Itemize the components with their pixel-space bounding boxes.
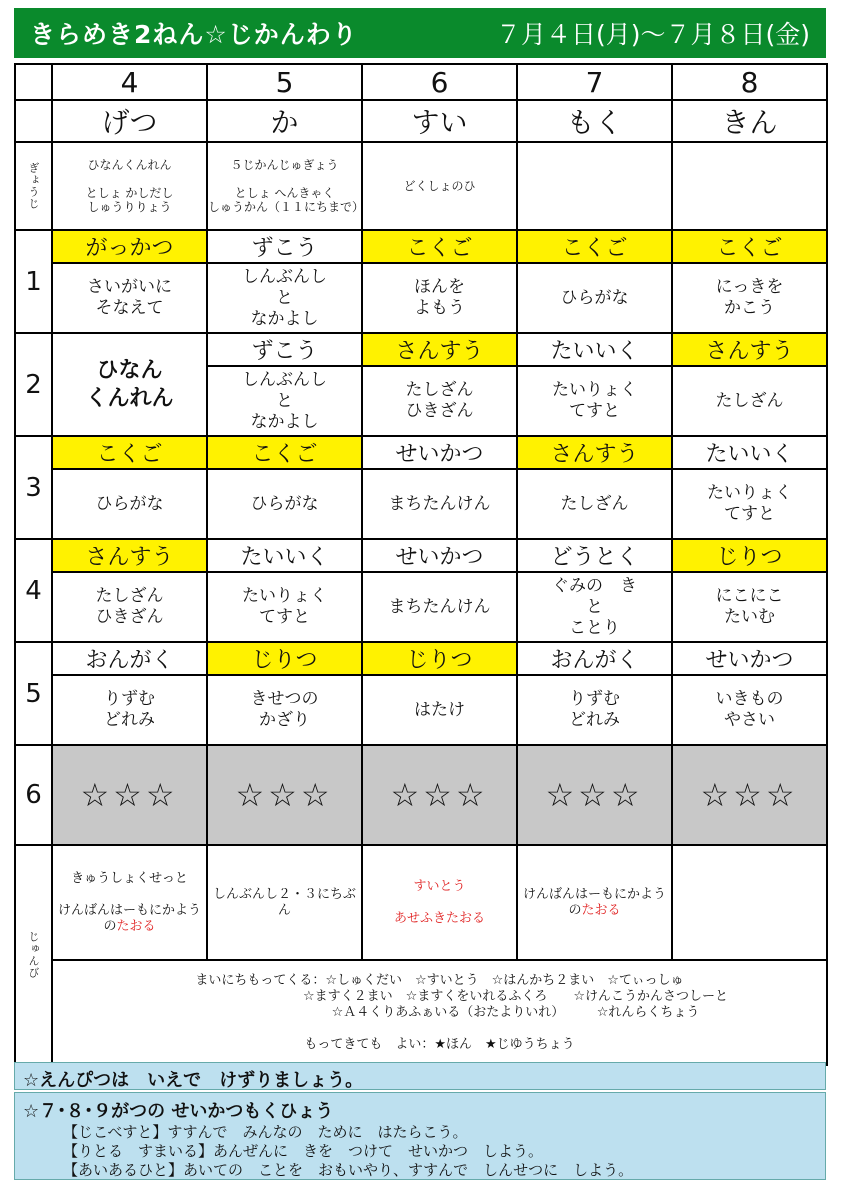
corner-cell bbox=[15, 100, 52, 142]
prep-note bbox=[672, 845, 827, 960]
period-4-subject-row bbox=[15, 539, 827, 572]
content-cell: ひらがな bbox=[517, 263, 672, 333]
period-label: 3 bbox=[15, 436, 52, 539]
note-line bbox=[53, 172, 206, 186]
period-5-content-row bbox=[15, 675, 827, 745]
content-cell: しんぶんし と なかよし bbox=[207, 366, 362, 436]
subject-cell: こくご bbox=[672, 230, 827, 263]
day-name: きん bbox=[672, 100, 827, 142]
period-label: 5 bbox=[15, 642, 52, 745]
page-title: きらめき2ねん☆じかんわり bbox=[30, 20, 358, 49]
content-cell: ひらがな bbox=[52, 469, 207, 539]
timetable bbox=[14, 63, 828, 1066]
star-cell: ☆☆☆ bbox=[362, 745, 517, 845]
period-3-content-row bbox=[15, 469, 827, 539]
subject-cell: こくご bbox=[362, 230, 517, 263]
subject-cell: たいいく bbox=[207, 539, 362, 572]
content-cell: りずむ どれみ bbox=[517, 675, 672, 745]
subject-cell: さんすう bbox=[517, 436, 672, 469]
content-cell: りずむ どれみ bbox=[52, 675, 207, 745]
note-line: どくしょのひ bbox=[403, 179, 476, 193]
period-6-row bbox=[15, 745, 827, 845]
period-label: 4 bbox=[15, 539, 52, 642]
subject-cell: たいいく bbox=[672, 436, 827, 469]
event-note bbox=[52, 142, 207, 230]
content-cell: たいりょく てすと bbox=[517, 366, 672, 436]
content-cell: たしざん ひきざん bbox=[362, 366, 517, 436]
note-line: しゅうりりょう bbox=[87, 200, 172, 214]
day-number: 7 bbox=[517, 64, 672, 100]
subject-cell: じりつ bbox=[207, 642, 362, 675]
subject-cell: こくご bbox=[517, 230, 672, 263]
subject-cell: じりつ bbox=[672, 539, 827, 572]
content-cell: いきもの やさい bbox=[672, 675, 827, 745]
period-label: 1 bbox=[15, 230, 52, 333]
period-1-content-row bbox=[15, 263, 827, 333]
day-number: 8 bbox=[672, 64, 827, 100]
belongings-line: まいにちもってくる：☆しゅくだい ☆すいとう ☆はんかち２まい ☆てぃっしゅ bbox=[195, 972, 684, 988]
star-cell: ☆☆☆ bbox=[672, 745, 827, 845]
note-line: としょ かしだし bbox=[85, 186, 174, 200]
content-cell: ほんを よもう bbox=[362, 263, 517, 333]
subject-cell: たいいく bbox=[517, 333, 672, 366]
event-note bbox=[517, 142, 672, 230]
note-line: しゅうかん（１１にちまで） bbox=[208, 200, 365, 214]
day-name: か bbox=[207, 100, 362, 142]
period-3-subject-row bbox=[15, 436, 827, 469]
content-cell: はたけ bbox=[362, 675, 517, 745]
subject-cell: こくご bbox=[207, 436, 362, 469]
belongings-line: ☆ますく２まい ☆ますくをいれるふくろ ☆けんこうかんさつしーと bbox=[303, 988, 728, 1004]
content-cell: たしざん bbox=[517, 469, 672, 539]
period-label: 2 bbox=[15, 333, 52, 436]
goals-heading: ☆７･８･９がつの せいかつもくひょう bbox=[23, 1101, 334, 1122]
note-line: ひなんくんれん bbox=[87, 158, 172, 172]
prep-note: すいとう あせふきたおる bbox=[362, 845, 517, 960]
page-header bbox=[14, 8, 826, 58]
content-cell: たしざん bbox=[672, 366, 827, 436]
pencil-note: ☆えんぴつは いえで けずりましょう。 bbox=[14, 1062, 826, 1090]
period-4-content-row bbox=[15, 572, 827, 642]
subject-cell: どうとく bbox=[517, 539, 672, 572]
note-line: としょ へんきゃく bbox=[234, 186, 335, 200]
note-line bbox=[208, 172, 361, 186]
prep-note: しんぶんし２・３にちぶん bbox=[207, 845, 362, 960]
goal-line: 【りとる すまいる】あんぜんに きを つけて せいかつ しよう。 bbox=[63, 1142, 544, 1160]
star-cell: ☆☆☆ bbox=[517, 745, 672, 845]
content-cell: さいがいに そなえて bbox=[52, 263, 207, 333]
content-cell: まちたんけん bbox=[362, 469, 517, 539]
subject-cell: こくご bbox=[52, 436, 207, 469]
day-name: もく bbox=[517, 100, 672, 142]
event-note bbox=[362, 142, 517, 230]
day-number: 6 bbox=[362, 64, 517, 100]
junbi-label: じゅんび bbox=[15, 845, 52, 1065]
subject-cell: さんすう bbox=[362, 333, 517, 366]
prep-note: きゅうしょくせっと けんばんはーもにかようのたおる bbox=[52, 845, 207, 960]
content-cell: にこにこ たいむ bbox=[672, 572, 827, 642]
subject-cell: おんがく bbox=[517, 642, 672, 675]
period-2-subject-row bbox=[15, 333, 827, 366]
content-cell: ぐみの き と ことり bbox=[517, 572, 672, 642]
date-range: ７月４日(月)～７月８日(金) bbox=[495, 20, 810, 49]
subject-cell: おんがく bbox=[52, 642, 207, 675]
goal-line: 【あいあるひと】あいての ことを おもいやり、すすんで しんせつに しよう。 bbox=[63, 1161, 634, 1179]
subject-cell: せいかつ bbox=[362, 436, 517, 469]
subject-cell: がっかつ bbox=[52, 230, 207, 263]
subject-cell: せいかつ bbox=[362, 539, 517, 572]
belongings-line: もってきても よい：★ほん ★じゆうちょう bbox=[304, 1036, 575, 1052]
content-cell: たいりょく てすと bbox=[672, 469, 827, 539]
merged-event-cell: ひなん くんれん bbox=[52, 333, 207, 436]
belongings-line: ☆Ａ４くりあふぁいる（おたよりいれ） ☆れんらくちょう bbox=[331, 1004, 700, 1020]
subject-cell: さんすう bbox=[672, 333, 827, 366]
star-cell: ☆☆☆ bbox=[207, 745, 362, 845]
content-cell: まちたんけん bbox=[362, 572, 517, 642]
belongings-cell bbox=[52, 960, 827, 1065]
goals-box bbox=[14, 1092, 826, 1180]
content-cell: たしざん ひきざん bbox=[52, 572, 207, 642]
gyouji-label: ぎょうじ bbox=[15, 142, 52, 230]
subject-cell: じりつ bbox=[362, 642, 517, 675]
period-5-subject-row bbox=[15, 642, 827, 675]
day-number: 5 bbox=[207, 64, 362, 100]
content-cell: きせつの かざり bbox=[207, 675, 362, 745]
day-number: 4 bbox=[52, 64, 207, 100]
junbi-row bbox=[15, 845, 827, 960]
content-cell: たいりょく てすと bbox=[207, 572, 362, 642]
day-name-row bbox=[15, 100, 827, 142]
day-number-row bbox=[15, 64, 827, 100]
subject-cell: ずこう bbox=[207, 230, 362, 263]
subject-cell: ずこう bbox=[207, 333, 362, 366]
period-1-subject-row bbox=[15, 230, 827, 263]
content-cell: しんぶんし と なかよし bbox=[207, 263, 362, 333]
star-cell: ☆☆☆ bbox=[52, 745, 207, 845]
subject-cell: さんすう bbox=[52, 539, 207, 572]
content-cell: にっきを かこう bbox=[672, 263, 827, 333]
day-name: げつ bbox=[52, 100, 207, 142]
corner-cell bbox=[15, 64, 52, 100]
prep-note: けんばんはーもにかようのたおる bbox=[517, 845, 672, 960]
period-label: 6 bbox=[15, 745, 52, 845]
goal-line: 【じこべすと】すすんで みんなの ために はたらこう。 bbox=[63, 1123, 468, 1141]
belongings-row bbox=[15, 960, 827, 1065]
gyouji-row bbox=[15, 142, 827, 230]
event-note bbox=[207, 142, 365, 230]
content-cell: ひらがな bbox=[207, 469, 362, 539]
event-note bbox=[672, 142, 827, 230]
subject-cell: せいかつ bbox=[672, 642, 827, 675]
note-line: ５じかんじゅぎょう bbox=[230, 158, 339, 172]
day-name: すい bbox=[362, 100, 517, 142]
